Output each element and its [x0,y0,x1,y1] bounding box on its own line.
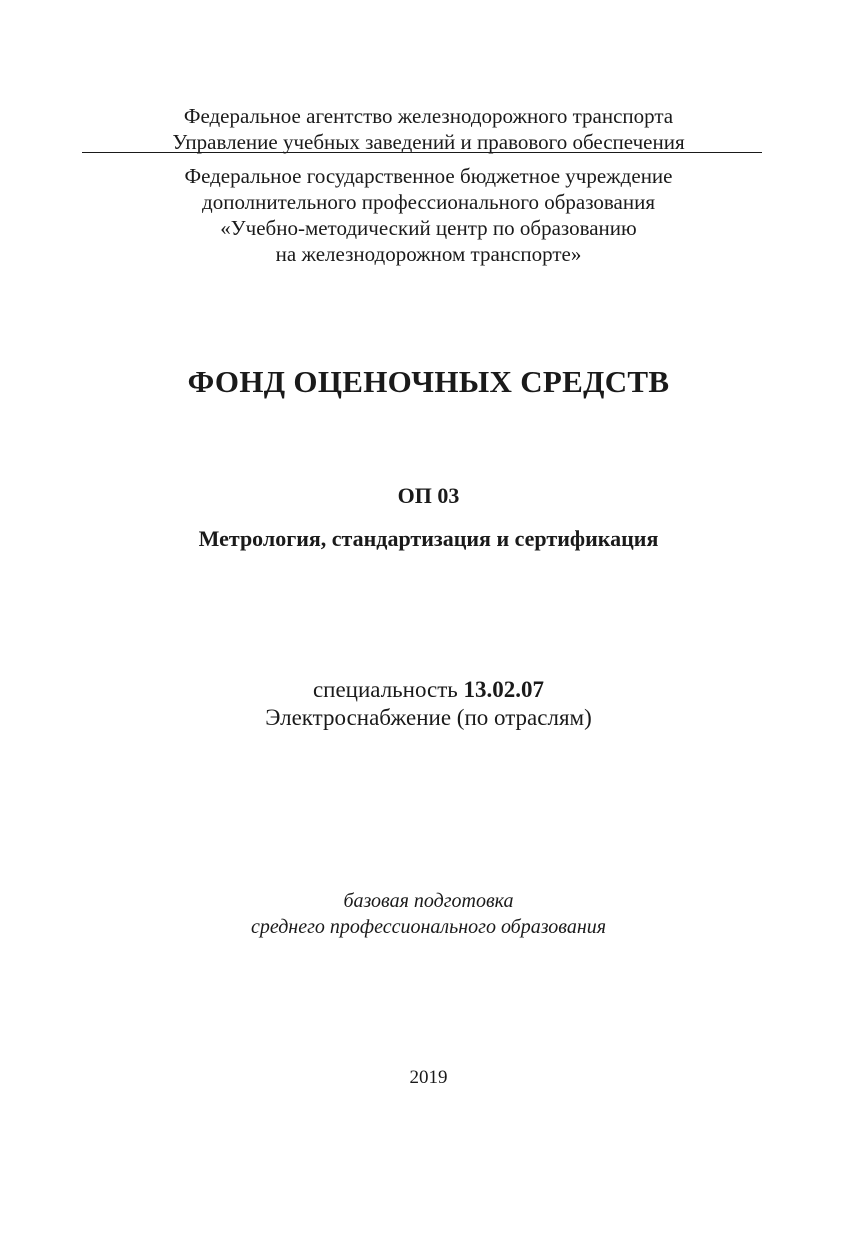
institution-line-2: дополнительного профессионального образования [202,190,655,214]
training-level: базовая подготовка [343,890,514,912]
specialty-code: 13.02.07 [463,677,545,702]
subject-code: ОП 03 [397,483,460,508]
institution-line-4: на железнодорожном транспорте» [275,242,582,266]
institution-line-1: Федеральное государственное бюджетное учреждение [184,164,673,188]
document-title: ФОНД ОЦЕНОЧНЫХ СРЕДСТВ [187,364,670,399]
department-name: Управление учебных заведений и правового обеспечения [172,130,685,154]
header-divider [82,152,762,153]
specialty-label: специальность [312,677,458,702]
education-level: среднего профессионального образования [250,916,607,938]
specialty-line [0,677,857,703]
subject-name: Метрология, стандартизация и сертификация [198,526,659,551]
agency-name: Федеральное агентство железнодорожного транспорта [183,104,674,128]
specialty-name: Электроснабжение (по отраслям) [265,705,592,730]
publication-year: 2019 [409,1067,448,1088]
institution-line-3: «Учебно-методический центр по образованию [220,216,637,240]
